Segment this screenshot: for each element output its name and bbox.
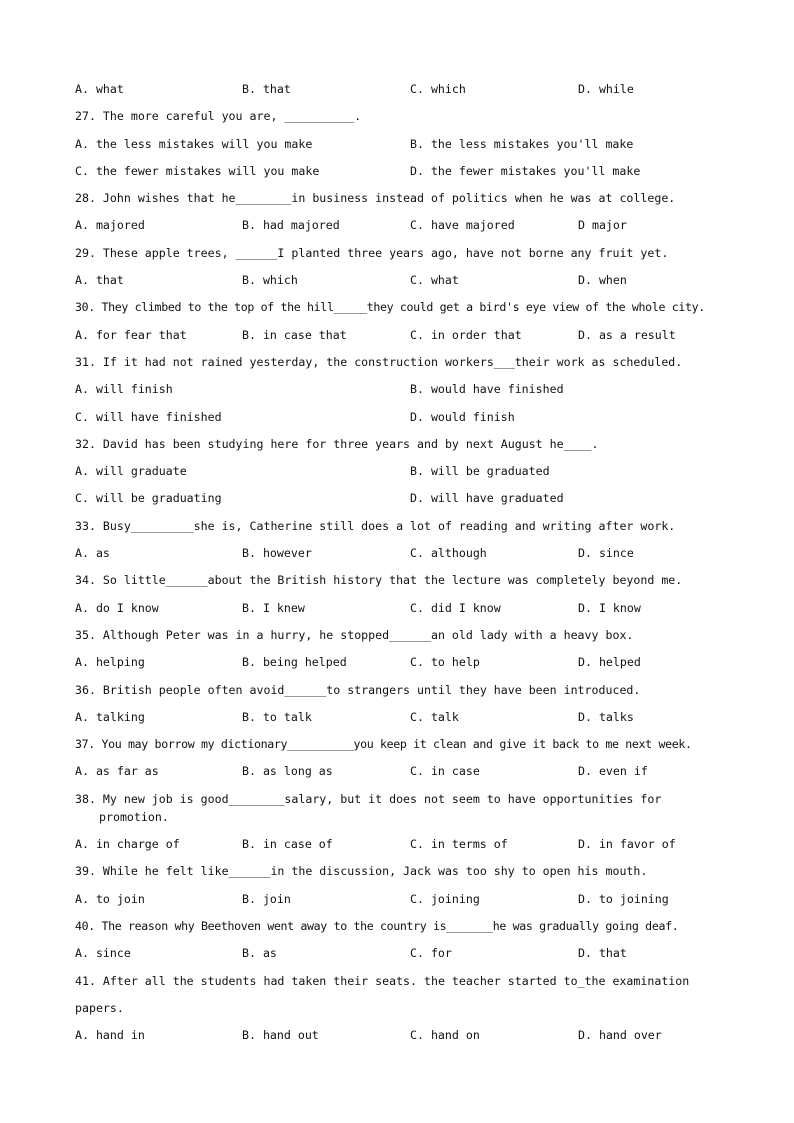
q34-option-a[interactable]: A. do I know — [75, 600, 159, 615]
q31-option-b[interactable]: B. would have finished — [410, 382, 564, 397]
q31-stem: 31. If it had not rained yesterday, the construction workers___their work as scheduled. — [75, 354, 683, 369]
q37-option-c[interactable]: C. in case — [410, 764, 480, 779]
q40-option-b[interactable]: B. as — [242, 946, 277, 961]
q27-option-a[interactable]: A. the less mistakes will you make — [75, 136, 313, 151]
q38-option-d[interactable]: D. in favor of — [578, 837, 676, 852]
q39-option-d[interactable]: D. to joining — [578, 891, 669, 906]
q39-stem: 39. While he felt like______in the discussion, Jack was too shy to open his mouth. — [75, 864, 648, 879]
q38-option-c[interactable]: C. in terms of — [410, 837, 508, 852]
q37-option-a[interactable]: A. as far as — [75, 764, 159, 779]
q28-options — [75, 216, 745, 243]
q31-options-row2 — [75, 408, 745, 435]
q39-options — [75, 890, 745, 917]
q37-options — [75, 762, 745, 789]
q38-stem: 38. My new job is good________salary, but it does not seem to have opportunities for — [75, 791, 662, 806]
q33-option-c[interactable]: C. although — [410, 546, 487, 561]
q39-option-a[interactable]: A. to join — [75, 891, 145, 906]
q26-option-d[interactable]: D. while — [578, 82, 634, 96]
q28-option-d[interactable]: D major — [578, 218, 627, 233]
q36-option-d[interactable]: D. talks — [578, 709, 634, 724]
q36-options — [75, 708, 745, 735]
q26-option-a[interactable]: A. what — [75, 82, 124, 96]
q36-stem: 36. British people often avoid______to strangers until they have been introduced. — [75, 682, 641, 697]
q32-stem: 32. David has been studying here for three years and by next August he____. — [75, 436, 599, 451]
q27-option-d[interactable]: D. the fewer mistakes you'll make — [410, 163, 641, 178]
q29-option-a[interactable]: A. that — [75, 273, 124, 288]
q31-option-c[interactable]: C. will have finished — [75, 409, 222, 424]
q38-option-b[interactable]: B. in case of — [242, 837, 333, 852]
q36-option-c[interactable]: C. talk — [410, 709, 459, 724]
q30-option-a[interactable]: A. for fear that — [75, 327, 187, 342]
q33-options — [75, 544, 745, 571]
q32-option-c[interactable]: C. will be graduating — [75, 491, 222, 506]
q26-option-c[interactable]: C. which — [410, 82, 466, 96]
q36-option-b[interactable]: B. to talk — [242, 709, 312, 724]
q30-stem: 30. They climbed to the top of the hill_____they could get a bird's eye view of the whole city. — [75, 300, 705, 315]
q30-option-b[interactable]: B. in case that — [242, 327, 347, 342]
q32-options-row2 — [75, 489, 745, 516]
q35-option-c[interactable]: C. to help — [410, 655, 480, 670]
q40-option-d[interactable]: D. that — [578, 946, 627, 961]
q41-stem-continued: papers. — [75, 1000, 124, 1015]
q41-option-b[interactable]: B. hand out — [242, 1028, 319, 1043]
q28-stem: 28. John wishes that he________in business instead of politics when he was at college. — [75, 191, 676, 206]
q29-option-b[interactable]: B. which — [242, 273, 298, 288]
q27-option-b[interactable]: B. the less mistakes you'll make — [410, 136, 634, 151]
q28-option-c[interactable]: C. have majored — [410, 218, 515, 233]
q34-option-c[interactable]: C. did I know — [410, 600, 501, 615]
q29-option-d[interactable]: D. when — [578, 273, 627, 288]
q32-option-b[interactable]: B. will be graduated — [410, 464, 550, 479]
q27-stem: 27. The more careful you are, __________. — [75, 109, 362, 124]
q29-stem: 29. These apple trees, ______I planted three years ago, have not borne any fruit yet. — [75, 245, 669, 260]
q30-option-c[interactable]: C. in order that — [410, 327, 522, 342]
q39-option-b[interactable]: B. join — [242, 891, 291, 906]
q41-option-d[interactable]: D. hand over — [578, 1028, 662, 1043]
q28-option-a[interactable]: A. majored — [75, 218, 145, 233]
q32-options-row1 — [75, 462, 745, 489]
q27-options-row2 — [75, 162, 745, 189]
q33-option-b[interactable]: B. however — [242, 546, 312, 561]
q39-option-c[interactable]: C. joining — [410, 891, 480, 906]
q26-option-b[interactable]: B. that — [242, 82, 291, 96]
q34-options — [75, 599, 745, 626]
q27-option-c[interactable]: C. the fewer mistakes will you make — [75, 163, 320, 178]
q37-option-d[interactable]: D. even if — [578, 764, 648, 779]
q40-stem: 40. The reason why Beethoven went away to the country is_______he was gradually going deaf. — [75, 918, 679, 933]
q33-stem: 33. Busy_________she is, Catherine still does a lot of reading and writing after work. — [75, 518, 676, 533]
q40-option-c[interactable]: C. for — [410, 946, 452, 961]
q28-option-b[interactable]: B. had majored — [242, 218, 340, 233]
question-page — [75, 80, 745, 1053]
q33-option-a[interactable]: A. as — [75, 546, 110, 561]
q34-option-d[interactable]: D. I know — [578, 600, 641, 615]
q32-option-d[interactable]: D. will have graduated — [410, 491, 564, 506]
q29-options — [75, 271, 745, 298]
q27-options-row1 — [75, 135, 745, 162]
q41-options — [75, 1026, 745, 1053]
q31-option-d[interactable]: D. would finish — [410, 409, 515, 424]
q33-option-d[interactable]: D. since — [578, 546, 634, 561]
q37-option-b[interactable]: B. as long as — [242, 764, 333, 779]
q35-stem: 35. Although Peter was in a hurry, he stopped______an old lady with a heavy box. — [75, 627, 634, 642]
q41-option-c[interactable]: C. hand on — [410, 1028, 480, 1043]
q34-stem: 34. So little______about the British history that the lecture was completely beyond me. — [75, 573, 683, 588]
q31-options-row1 — [75, 380, 745, 407]
q35-option-d[interactable]: D. helped — [578, 655, 641, 670]
q38-option-a[interactable]: A. in charge of — [75, 837, 180, 852]
q29-option-c[interactable]: C. what — [410, 273, 459, 288]
q31-option-a[interactable]: A. will finish — [75, 382, 173, 397]
q38-options — [75, 835, 745, 862]
q30-options — [75, 326, 745, 353]
q35-options — [75, 653, 745, 680]
q40-options — [75, 944, 745, 971]
q35-option-a[interactable]: A. helping — [75, 655, 145, 670]
q41-option-a[interactable]: A. hand in — [75, 1028, 145, 1043]
q41-stem: 41. After all the students had taken their seats. the teacher started to_the examination — [75, 973, 690, 988]
q32-option-a[interactable]: A. will graduate — [75, 464, 187, 479]
q26-options — [75, 80, 745, 107]
q38-stem-continued: promotion. — [99, 809, 169, 824]
q36-option-a[interactable]: A. talking — [75, 709, 145, 724]
q34-option-b[interactable]: B. I knew — [242, 600, 305, 615]
q30-option-d[interactable]: D. as a result — [578, 327, 676, 342]
q35-option-b[interactable]: B. being helped — [242, 655, 347, 670]
q40-option-a[interactable]: A. since — [75, 946, 131, 961]
q37-stem: 37. You may borrow my dictionary__________you keep it clean and give it back to me next week. — [75, 737, 692, 752]
